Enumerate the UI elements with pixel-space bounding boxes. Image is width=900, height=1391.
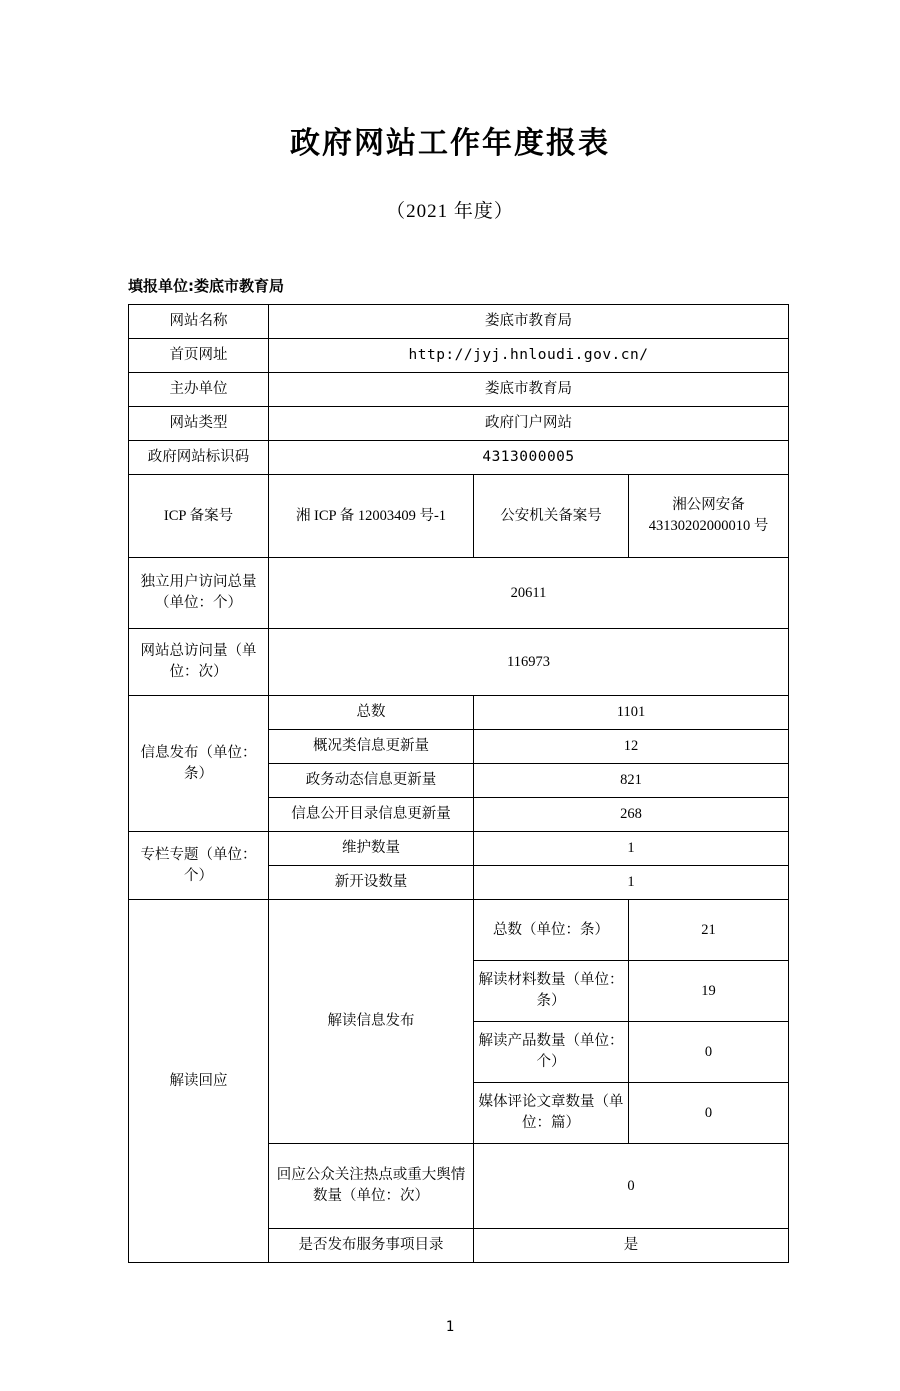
interpretation-item-name: 媒体评论文章数量（单位：篇）	[474, 1083, 629, 1144]
document-page	[0, 118, 900, 1391]
filler-unit-label: 填报单位:娄底市教育局	[128, 277, 284, 295]
interpretation-item-value: 0	[629, 1022, 789, 1083]
info-publish-label: 信息发布（单位：条）	[129, 696, 269, 832]
gov-code-label: 政府网站标识码	[129, 441, 269, 475]
interpretation-item-name: 解读产品数量（单位：个）	[474, 1022, 629, 1083]
column-topic-item-value: 1	[474, 866, 789, 900]
service-catalog-label: 是否发布服务事项目录	[269, 1229, 474, 1263]
info-publish-item-value: 12	[474, 730, 789, 764]
response-hotspot-label: 回应公众关注热点或重大舆情数量（单位：次）	[269, 1144, 474, 1229]
info-publish-item-value: 1101	[474, 696, 789, 730]
gov-code-value: 4313000005	[269, 441, 789, 475]
page-subtitle: （2021 年度）	[386, 201, 514, 222]
info-publish-item-name: 总数	[269, 696, 474, 730]
site-name-value: 娄底市教育局	[269, 305, 789, 339]
site-name-label: 网站名称	[129, 305, 269, 339]
table-row	[129, 407, 789, 441]
page-title: 政府网站工作年度报表	[290, 126, 610, 161]
table-row	[129, 558, 789, 629]
site-type-label: 网站类型	[129, 407, 269, 441]
column-topic-label: 专栏专题（单位：个）	[129, 832, 269, 900]
table-row	[129, 629, 789, 696]
total-visits-value: 116973	[269, 629, 789, 696]
homepage-value: http://jyj.hnloudi.gov.cn/	[269, 339, 789, 373]
interpretation-item-name: 总数（单位：条）	[474, 900, 629, 961]
table-row	[129, 305, 789, 339]
organizer-label: 主办单位	[129, 373, 269, 407]
info-publish-item-value: 268	[474, 798, 789, 832]
homepage-label: 首页网址	[129, 339, 269, 373]
interpretation-label: 解读回应	[129, 900, 269, 1263]
organizer-value: 娄底市教育局	[269, 373, 789, 407]
column-topic-item-name: 新开设数量	[269, 866, 474, 900]
table-row	[129, 900, 789, 961]
interpretation-item-name: 解读材料数量（单位：条）	[474, 961, 629, 1022]
site-type-value: 政府门户网站	[269, 407, 789, 441]
icp-value: 湘 ICP 备 12003409 号-1	[269, 475, 474, 558]
total-visits-label: 网站总访问量（单位：次）	[129, 629, 269, 696]
info-publish-item-name: 信息公开目录信息更新量	[269, 798, 474, 832]
icp-label: ICP 备案号	[129, 475, 269, 558]
table-row	[129, 373, 789, 407]
table-row	[129, 441, 789, 475]
unique-visitors-value: 20611	[269, 558, 789, 629]
service-catalog-value: 是	[474, 1229, 789, 1263]
police-record-value: 湘公网安备 43130202000010 号	[629, 475, 789, 558]
table-row	[129, 696, 789, 730]
interpretation-item-value: 0	[629, 1083, 789, 1144]
table-row	[129, 339, 789, 373]
interpretation-item-value: 19	[629, 961, 789, 1022]
table-row	[129, 832, 789, 866]
interpretation-publish-label: 解读信息发布	[269, 900, 474, 1144]
interpretation-item-value: 21	[629, 900, 789, 961]
column-topic-item-name: 维护数量	[269, 832, 474, 866]
annual-report-table	[128, 304, 789, 1263]
column-topic-item-value: 1	[474, 832, 789, 866]
table-row	[129, 475, 789, 558]
info-publish-item-name: 政务动态信息更新量	[269, 764, 474, 798]
page-number: 1	[445, 1319, 455, 1335]
info-publish-item-name: 概况类信息更新量	[269, 730, 474, 764]
response-hotspot-value: 0	[474, 1144, 789, 1229]
police-record-label: 公安机关备案号	[474, 475, 629, 558]
unique-visitors-label: 独立用户访问总量（单位：个）	[129, 558, 269, 629]
info-publish-item-value: 821	[474, 764, 789, 798]
